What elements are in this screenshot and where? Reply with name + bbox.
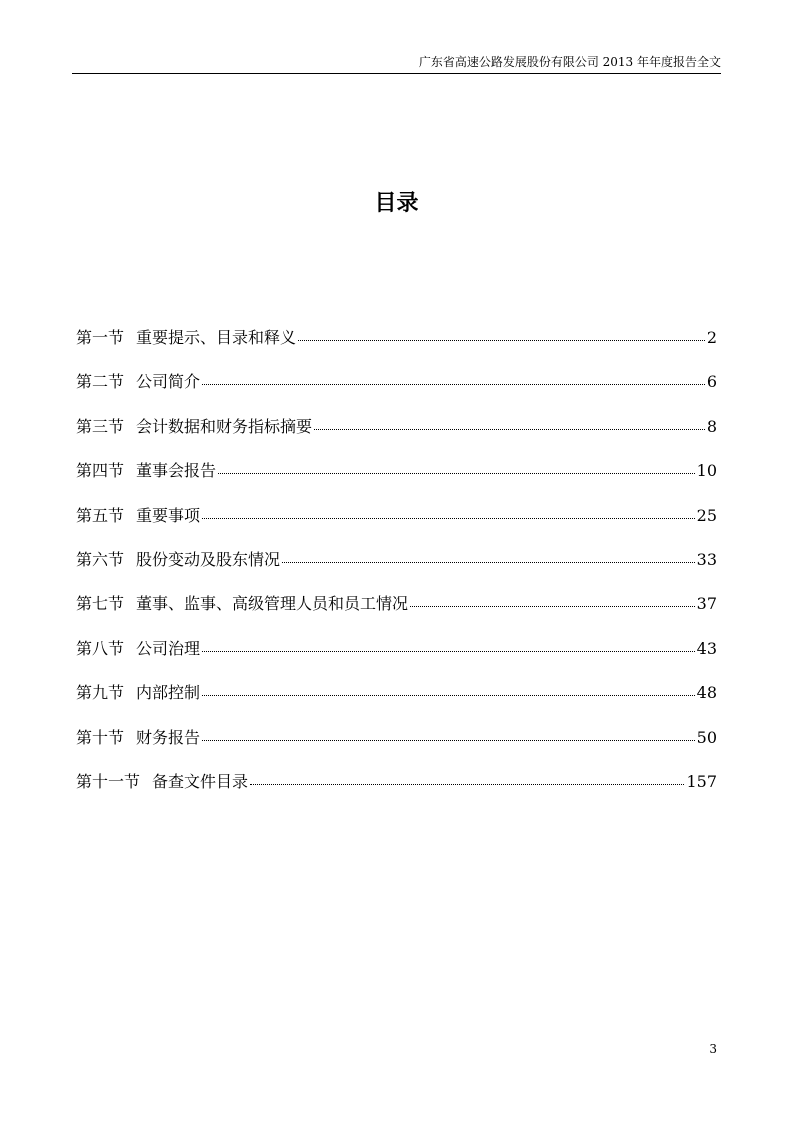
toc-title: 会计数据和财务指标摘要	[136, 416, 313, 436]
toc-section-label: 第七节	[76, 594, 125, 614]
toc-title: 财务报告	[136, 727, 201, 747]
page-number: 3	[709, 1042, 717, 1056]
toc-title: 重要事项	[136, 505, 201, 525]
toc-entry-8[interactable]	[76, 635, 717, 679]
toc-dot-leader	[298, 339, 705, 341]
page-header	[72, 55, 721, 74]
toc-section-label: 第八节	[76, 638, 125, 658]
toc-entry-10[interactable]	[76, 724, 717, 768]
toc-page-number: 10	[696, 461, 717, 481]
toc-page-number: 25	[696, 505, 717, 525]
toc-entry-11[interactable]	[76, 768, 717, 812]
toc-section-label: 第二节	[76, 372, 125, 392]
toc-entry-5[interactable]	[76, 502, 717, 546]
toc-section-label: 第一节	[76, 328, 125, 347]
toc-dot-leader	[202, 739, 695, 741]
toc-dot-leader	[202, 383, 705, 385]
toc-title: 股份变动及股东情况	[136, 549, 281, 569]
toc-page-number: 157	[686, 771, 717, 791]
toc-entry-4[interactable]	[76, 457, 717, 501]
toc-dot-leader	[218, 472, 695, 474]
table-of-contents	[76, 324, 717, 812]
header-text: 广东省高速公路发展股份有限公司 2013 年年度报告全文	[418, 55, 721, 69]
toc-entry-6[interactable]	[76, 546, 717, 590]
toc-page-number: 37	[696, 594, 717, 614]
toc-section-label: 第六节	[76, 549, 125, 569]
toc-section-label: 第十节	[76, 727, 125, 747]
toc-section-label: 第九节	[76, 683, 125, 703]
page-title: 目录	[374, 190, 419, 216]
toc-page-number: 48	[696, 683, 717, 703]
toc-dot-leader	[202, 517, 695, 519]
toc-title: 公司治理	[136, 638, 201, 658]
toc-title: 备查文件目录	[152, 771, 249, 791]
toc-entry-9[interactable]	[76, 679, 717, 723]
toc-entry-1[interactable]	[76, 324, 717, 368]
toc-page-number: 33	[696, 549, 717, 569]
toc-entry-3[interactable]	[76, 413, 717, 457]
toc-title: 公司简介	[136, 372, 201, 392]
toc-title: 内部控制	[136, 683, 201, 703]
toc-page-number: 50	[696, 727, 717, 747]
toc-page-number: 2	[706, 328, 717, 347]
toc-entry-2[interactable]	[76, 368, 717, 412]
toc-dot-leader	[314, 428, 705, 430]
toc-dot-leader	[410, 605, 695, 607]
toc-section-label: 第十一节	[76, 771, 141, 791]
toc-dot-leader	[202, 694, 695, 696]
toc-title: 董事会报告	[136, 461, 217, 481]
toc-title: 重要提示、目录和释义	[136, 328, 297, 347]
toc-section-label: 第三节	[76, 416, 125, 436]
toc-dot-leader	[282, 561, 695, 563]
toc-section-label: 第四节	[76, 461, 125, 481]
toc-page-number: 43	[696, 638, 717, 658]
toc-title: 董事、监事、高级管理人员和员工情况	[136, 594, 409, 614]
toc-dot-leader	[202, 650, 695, 652]
toc-entry-7[interactable]	[76, 590, 717, 634]
toc-section-label: 第五节	[76, 505, 125, 525]
toc-page-number: 6	[706, 372, 717, 392]
toc-dot-leader	[250, 783, 684, 785]
toc-page-number: 8	[706, 416, 717, 436]
